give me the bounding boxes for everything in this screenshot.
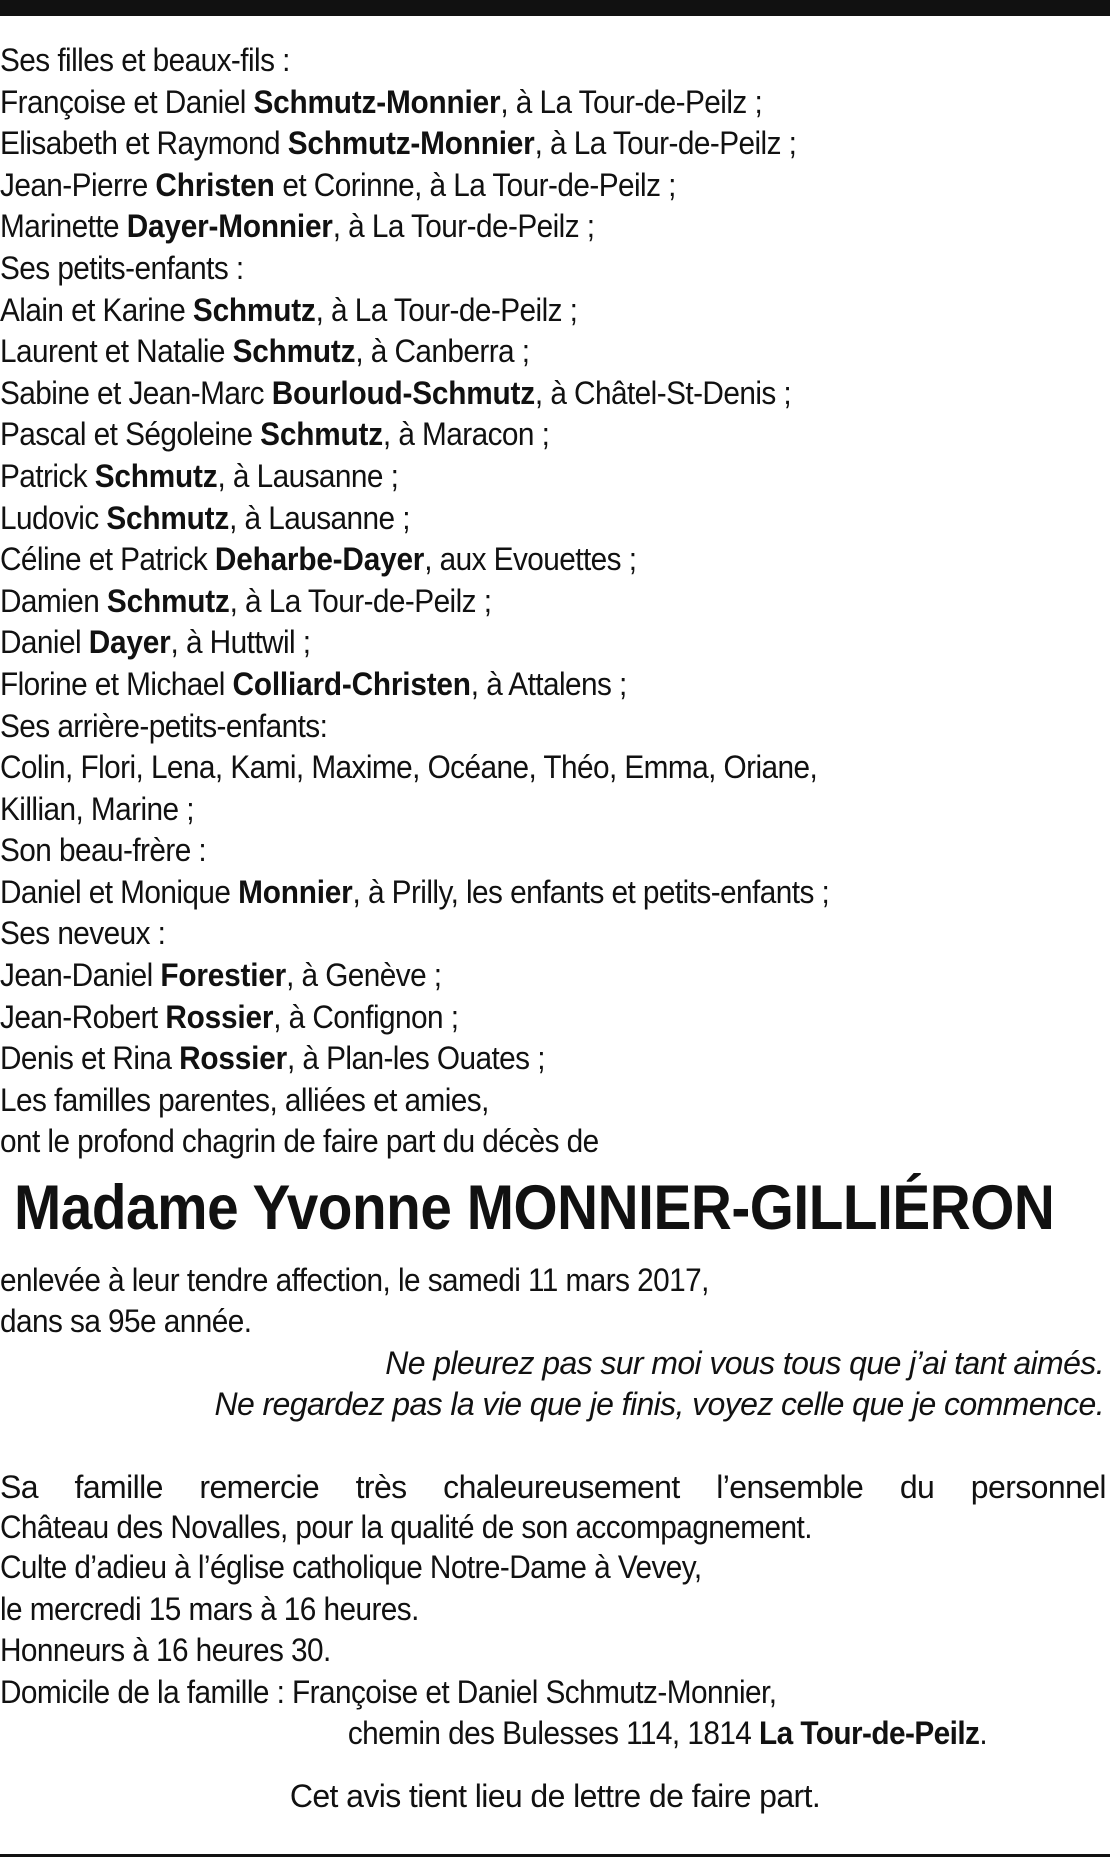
list-item: Sabine et Jean-Marc Bourloud-Schmutz, à Châtel-St-Denis ;: [0, 374, 792, 411]
list-item: Daniel Dayer, à Huttwil ;: [0, 624, 311, 661]
ceremony-line: le mercredi 15 mars à 16 heures.: [0, 1590, 419, 1627]
thanks-word: l’ensemble: [716, 1469, 864, 1505]
list-item: Jean-Pierre Christen et Corinne, à La Tour-de-Peilz ;: [0, 166, 676, 203]
poem-line: Ne regardez pas la vie que je finis, voyez celle que je commence.: [214, 1386, 1104, 1422]
list-item: Ludovic Schmutz, à Lausanne ;: [0, 499, 410, 536]
list-item: Ses petits-enfants :: [0, 249, 244, 286]
list-item: Denis et Rina Rossier, à Plan-les Ouates ;: [0, 1040, 545, 1077]
list-item: Jean-Daniel Forestier, à Genève ;: [0, 957, 442, 994]
list-item: Céline et Patrick Deharbe-Dayer, aux Evouettes ;: [0, 541, 637, 578]
thanks-word: chaleureusement: [443, 1469, 680, 1505]
bottom-rule: [0, 1854, 1110, 1857]
passing-announcement: [0, 1260, 1032, 1342]
list-item: Colin, Flori, Lena, Kami, Maxime, Océane, Théo, Emma, Oriane,: [0, 749, 818, 786]
list-item: Ses neveux :: [0, 915, 166, 952]
poem-quote: [104, 1343, 1104, 1425]
list-item: Pascal et Ségoleine Schmutz, à Maracon ;: [0, 416, 550, 453]
thanks-word: très: [355, 1469, 407, 1505]
list-item: Ses filles et beaux-fils :: [0, 42, 290, 78]
ceremony-line: Honneurs à 16 heures 30.: [0, 1632, 331, 1669]
thanks-line: Château des Novalles, pour la qualité de son accompagnement.: [0, 1509, 812, 1545]
list-item: Daniel et Monique Monnier, à Prilly, les enfants et petits-enfants ;: [0, 873, 830, 910]
announcement-line: dans sa 95e année.: [0, 1303, 252, 1339]
ceremony-details: [0, 1547, 1032, 1755]
list-item: Marinette Dayer-Monnier, à La Tour-de-Peilz ;: [0, 208, 595, 245]
list-item: Elisabeth et Raymond Schmutz-Monnier, à La Tour-de-Peilz ;: [0, 125, 797, 162]
thanks-word: famille: [74, 1469, 163, 1505]
ceremony-line: Domicile de la famille : Françoise et Daniel Schmutz-Monnier,: [0, 1673, 777, 1710]
poem-line: Ne pleurez pas sur moi vous tous que j’ai tant aimés.: [385, 1345, 1104, 1381]
thanks-word: Sa: [0, 1469, 38, 1505]
list-item: Les familles parentes, alliées et amies,: [0, 1081, 489, 1118]
list-item: Damien Schmutz, à La Tour-de-Peilz ;: [0, 582, 492, 619]
top-rule: [0, 0, 1110, 16]
list-item: Laurent et Natalie Schmutz, à Canberra ;: [0, 333, 530, 370]
ceremony-line: Culte d’adieu à l’église catholique Notre-Dame à Vevey,: [0, 1549, 702, 1585]
family-list: [0, 40, 1032, 1163]
list-item: Françoise et Daniel Schmutz-Monnier, à La Tour-de-Peilz ;: [0, 83, 763, 120]
list-item: Killian, Marine ;: [0, 790, 194, 827]
list-item: Ses arrière-petits-enfants:: [0, 707, 328, 744]
list-item: Patrick Schmutz, à Lausanne ;: [0, 457, 399, 494]
list-item: Florine et Michael Colliard-Christen, à Attalens ;: [0, 665, 627, 702]
thanks-word: remercie: [199, 1469, 320, 1505]
list-item: Alain et Karine Schmutz, à La Tour-de-Peilz ;: [0, 291, 578, 328]
list-item: Jean-Robert Rossier, à Confignon ;: [0, 998, 459, 1035]
thanks-word: personnel: [970, 1469, 1106, 1505]
closing-note: Cet avis tient lieu de lettre de faire part.: [289, 1778, 821, 1814]
thanks-paragraph: [0, 1467, 1110, 1547]
list-item: Son beau-frère :: [0, 832, 207, 869]
deceased-name: Madame Yvonne MONNIER-GILLIÉRON: [14, 1173, 1055, 1243]
announcement-line: enlevée à leur tendre affection, le samedi 11 mars 2017,: [0, 1262, 709, 1298]
thanks-word: du: [899, 1469, 935, 1505]
thanks-line-justified: [0, 1467, 1106, 1507]
list-item: ont le profond chagrin de faire part du décès de: [0, 1123, 599, 1160]
family-address: chemin des Bulesses 114, 1814 La Tour-de-Peilz.: [347, 1715, 988, 1752]
